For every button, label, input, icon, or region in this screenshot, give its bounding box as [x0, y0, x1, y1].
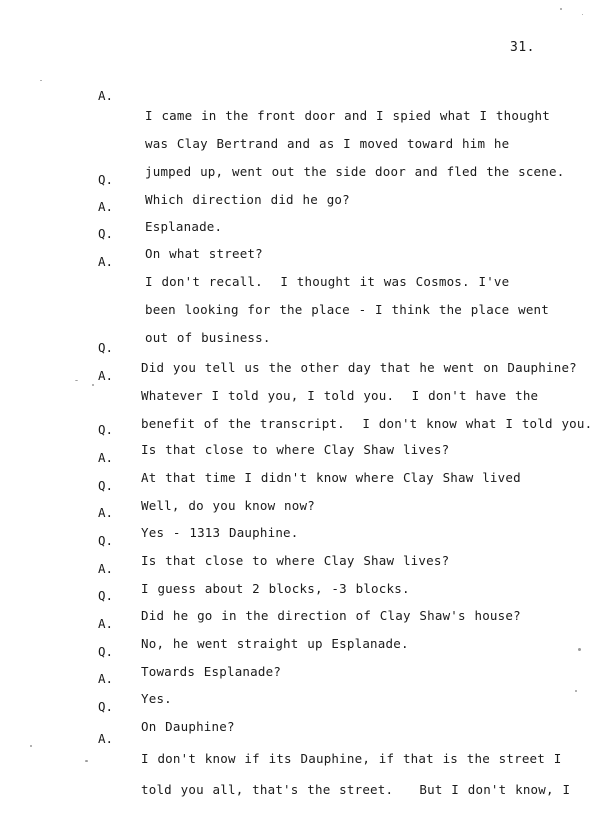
line-text: Towards Esplanade? [141, 664, 282, 679]
line-text: At that time I didn't know where Clay Shaw lived [141, 470, 521, 485]
speaker-label: Q. [98, 588, 114, 603]
transcript-line [0, 318, 612, 375]
line-text: I guess about 2 blocks, -3 blocks. [141, 581, 410, 596]
line-text: was Clay Bertrand and as I moved toward him he [145, 136, 510, 151]
line-text: Which direction did he go? [145, 192, 350, 207]
line-text: Well, do you know now? [141, 498, 315, 513]
line-text: benefit of the transcript. I don't know what I told you. [141, 416, 593, 431]
line-text: I don't recall. I thought it was Cosmos. I've [145, 274, 510, 289]
line-text: jumped up, went out the side door and fled the scene. [145, 164, 565, 179]
line-text: Did he go in the direction of Clay Shaw's house? [141, 608, 521, 623]
scan-speck [30, 745, 32, 747]
speaker-label: A. [98, 88, 114, 103]
speaker-label: Q. [98, 644, 114, 659]
speaker-label: Q. [98, 699, 114, 714]
speaker-label: A. [98, 450, 114, 465]
line-text: I don't know if its Dauphine, if that is the street I [141, 751, 562, 766]
speaker-label: A. [98, 199, 114, 214]
scan-speck [40, 80, 42, 81]
speaker-label: A. [98, 671, 114, 686]
line-text: Is that close to where Clay Shaw lives? [141, 553, 450, 568]
speaker-label: A. [98, 368, 114, 383]
scan-speck [575, 690, 577, 692]
speaker-label: A. [98, 254, 114, 269]
page-number: 31. [510, 40, 535, 55]
scan-speck [92, 384, 94, 386]
speaker-label: A. [98, 731, 114, 746]
speaker-label: Q. [98, 340, 114, 355]
line-text: No, he went straight up Esplanade. [141, 636, 409, 651]
speaker-label: Q. [98, 422, 114, 437]
speaker-label: Q. [98, 226, 114, 241]
scan-speck [560, 8, 562, 10]
line-text: Esplanade. [145, 219, 223, 234]
speaker-label: Q. [98, 533, 114, 548]
line-text: Is that close to where Clay Shaw lives? [141, 442, 450, 457]
line-text: told you all, that's the street. But I don't know, I [141, 782, 571, 797]
line-text: Yes. [141, 691, 172, 706]
line-text: On Dauphine? [141, 719, 235, 734]
transcript-line [0, 66, 612, 123]
transcript-line [0, 740, 612, 797]
scan-speck [85, 760, 88, 762]
speaker-label: A. [98, 505, 114, 520]
line-text: On what street? [145, 246, 263, 261]
line-text: been looking for the place - I think the place went [145, 302, 550, 317]
scan-speck [582, 14, 583, 15]
speaker-label: A. [98, 561, 114, 576]
scan-speck [75, 380, 78, 381]
speaker-label: Q. [98, 172, 114, 187]
scan-speck [578, 648, 581, 651]
speaker-label: A. [98, 616, 114, 631]
line-text: out of business. [145, 330, 271, 345]
line-text: Yes - 1313 Dauphine. [141, 525, 299, 540]
line-text: Did you tell us the other day that he went on Dauphine? [141, 360, 577, 375]
speaker-label: Q. [98, 478, 114, 493]
transcript-line [0, 709, 612, 766]
line-text: I came in the front door and I spied what I thought [145, 108, 551, 123]
line-text: Whatever I told you, I told you. I don't have the [141, 388, 539, 403]
